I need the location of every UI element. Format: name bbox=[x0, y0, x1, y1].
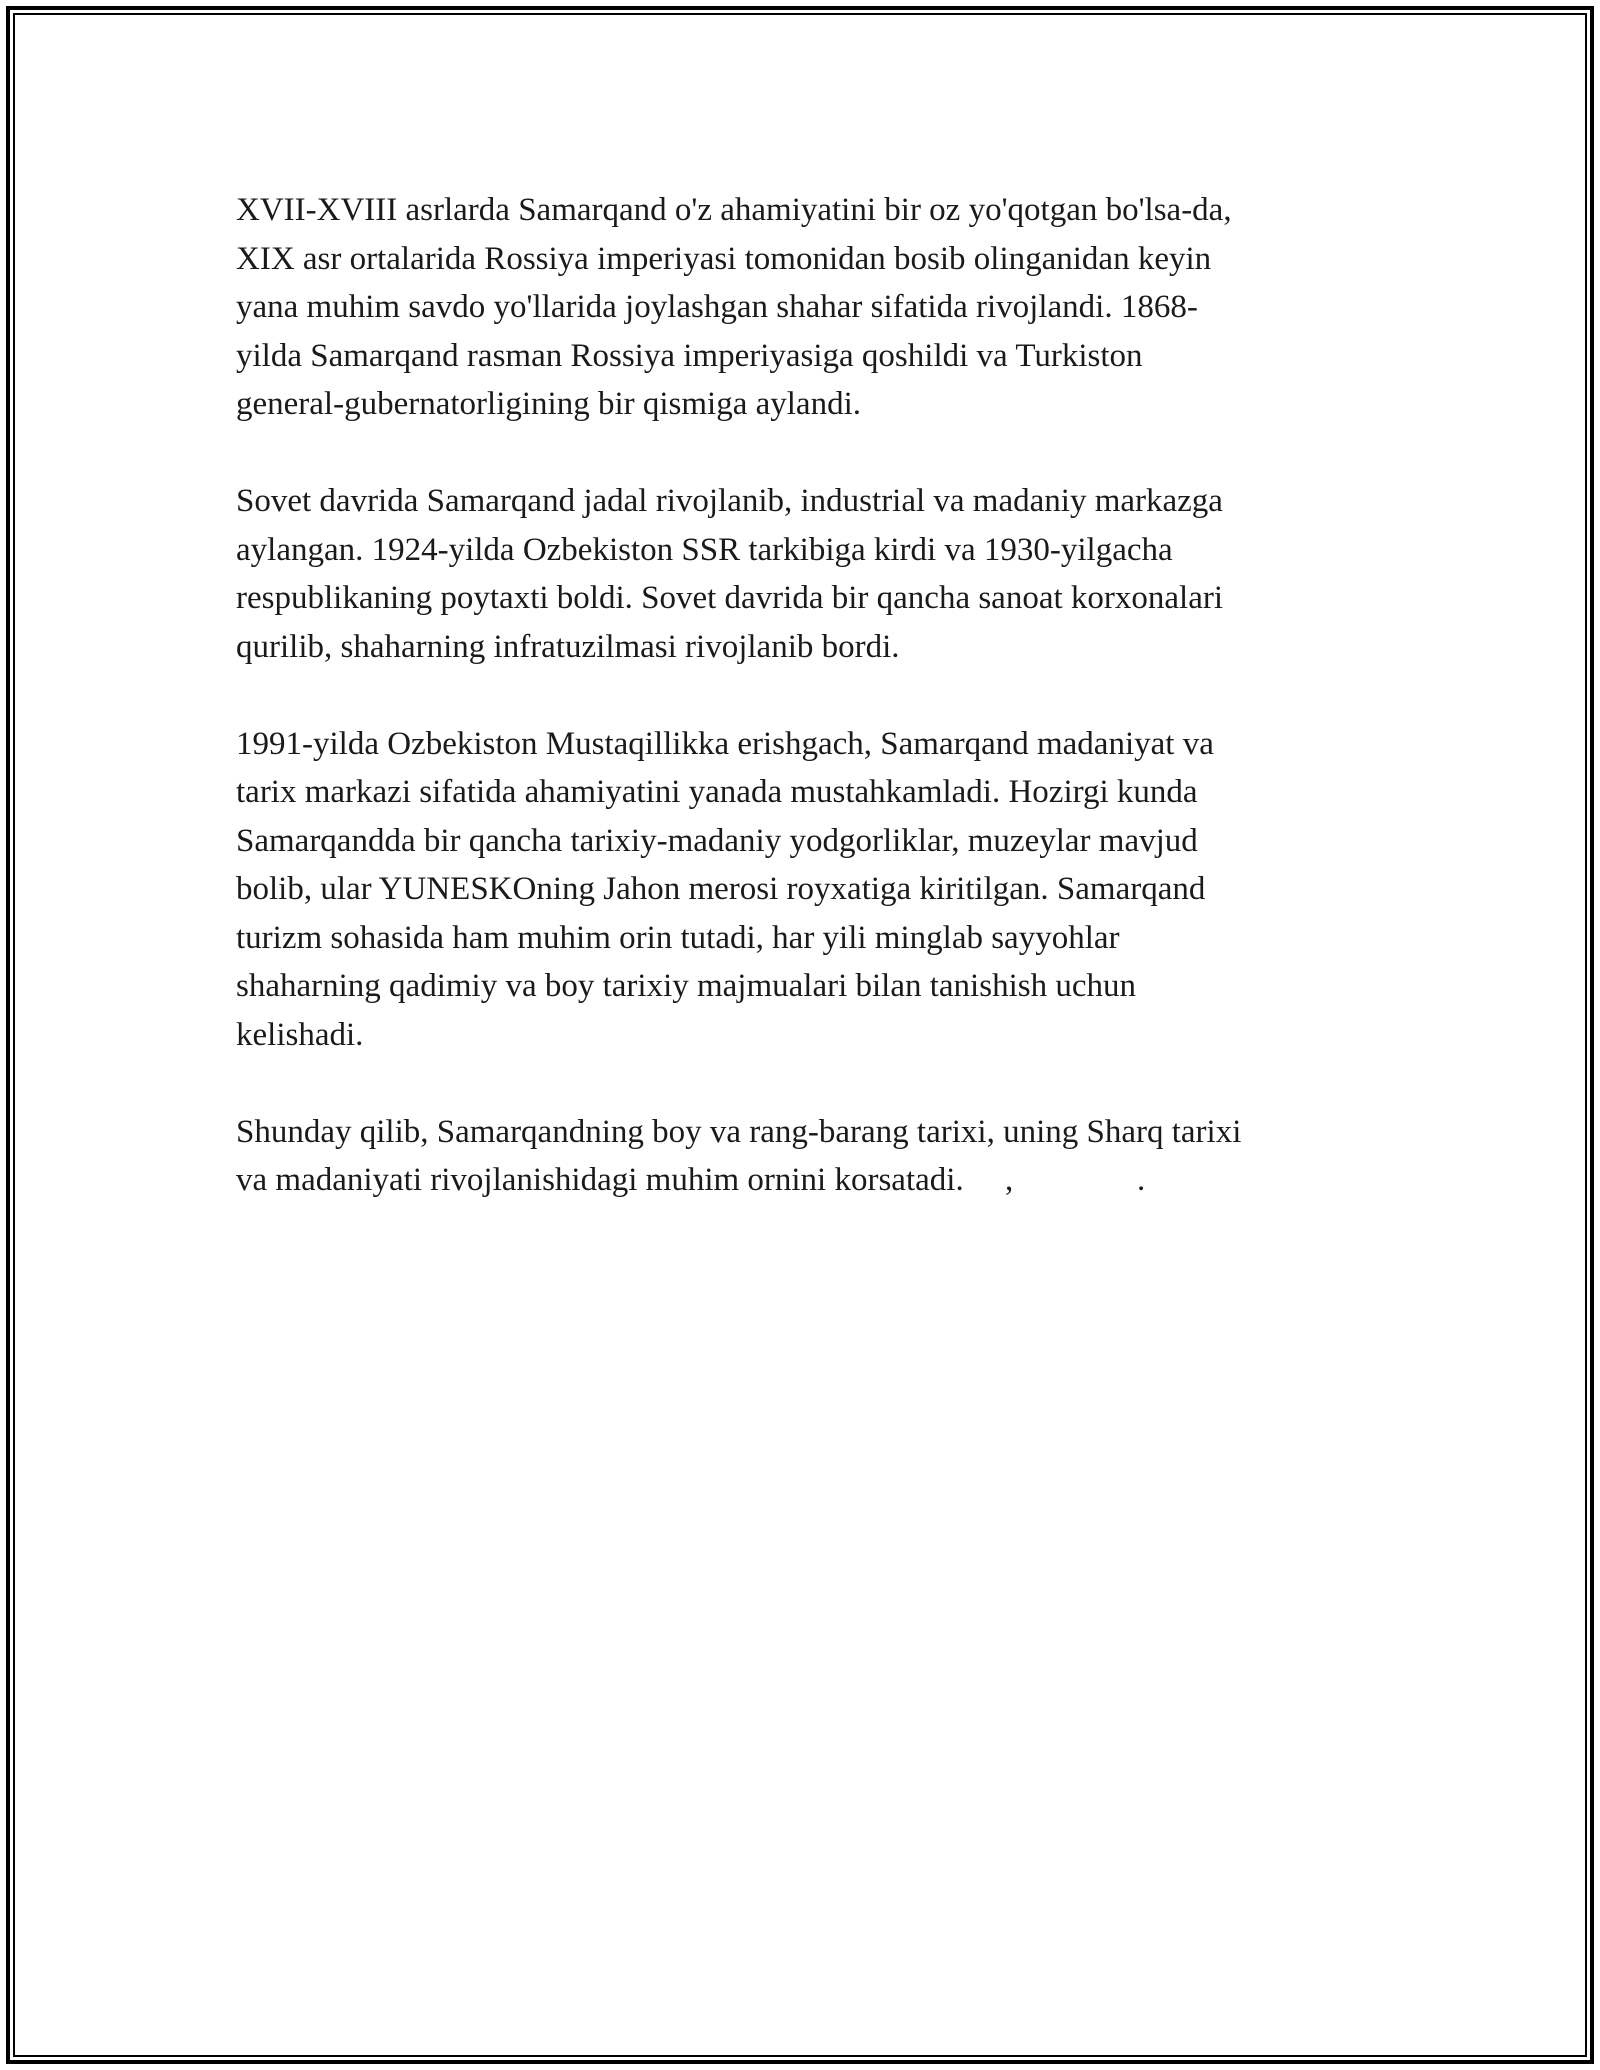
paragraph-2: Sovet davrida Samarqand jadal rivojlanib, industrial va madaniy markazga aylangan. 1924-yilda Ozbekiston SSR tarkibiga kirdi va 1930-yilgacha respublikaning poytaxti boldi. Sovet davrida bir qancha sanoat korxonalari qurilib, shaharning infratuzilmasi rivojlanib bordi. bbox=[236, 483, 1224, 665]
paragraph-1: XVII-XVIII asrlarda Samarqand o'z ahamiyatini bir oz yo'qotgan bo'lsa-da, XIX asr ortalarida Rossiya imperiyasi tomonidan bosib olinganidan keyin yana muhim savdo yo'llarida joylashgan shahar sifatida rivojlandi. 1868- yilda Samarqand rasman Rossiya imperiyasiga qoshildi va Turkiston general-gubernatorligining bir qismiga aylandi. bbox=[236, 192, 1232, 422]
document-body bbox=[236, 186, 1366, 1253]
paragraph-4: Shunday qilib, Samarqandning boy va rang-barang tarixi, uning Sharq tarixi va madaniyati rivojlanishidagi muhim ornini korsatadi. , . bbox=[236, 1113, 1242, 1198]
paragraph-3: 1991-yilda Ozbekiston Mustaqillikka erishgach, Samarqand madaniyat va tarix markazi sifatida ahamiyatini yanada mustahkamladi. Hozirgi kunda Samarqandda bir qancha tarixiy-madaniy yodgorliklar, muzeylar mavjud bolib, ular YUNESKOning Jahon merosi royxatiga kiritilgan. Samarqand turizm sohasida ham muhim orin tutadi, har yili minglab sayyohlar shaharning qadimiy va boy tarixiy majmualari bilan tanishish uchun kelishadi. bbox=[236, 725, 1214, 1053]
